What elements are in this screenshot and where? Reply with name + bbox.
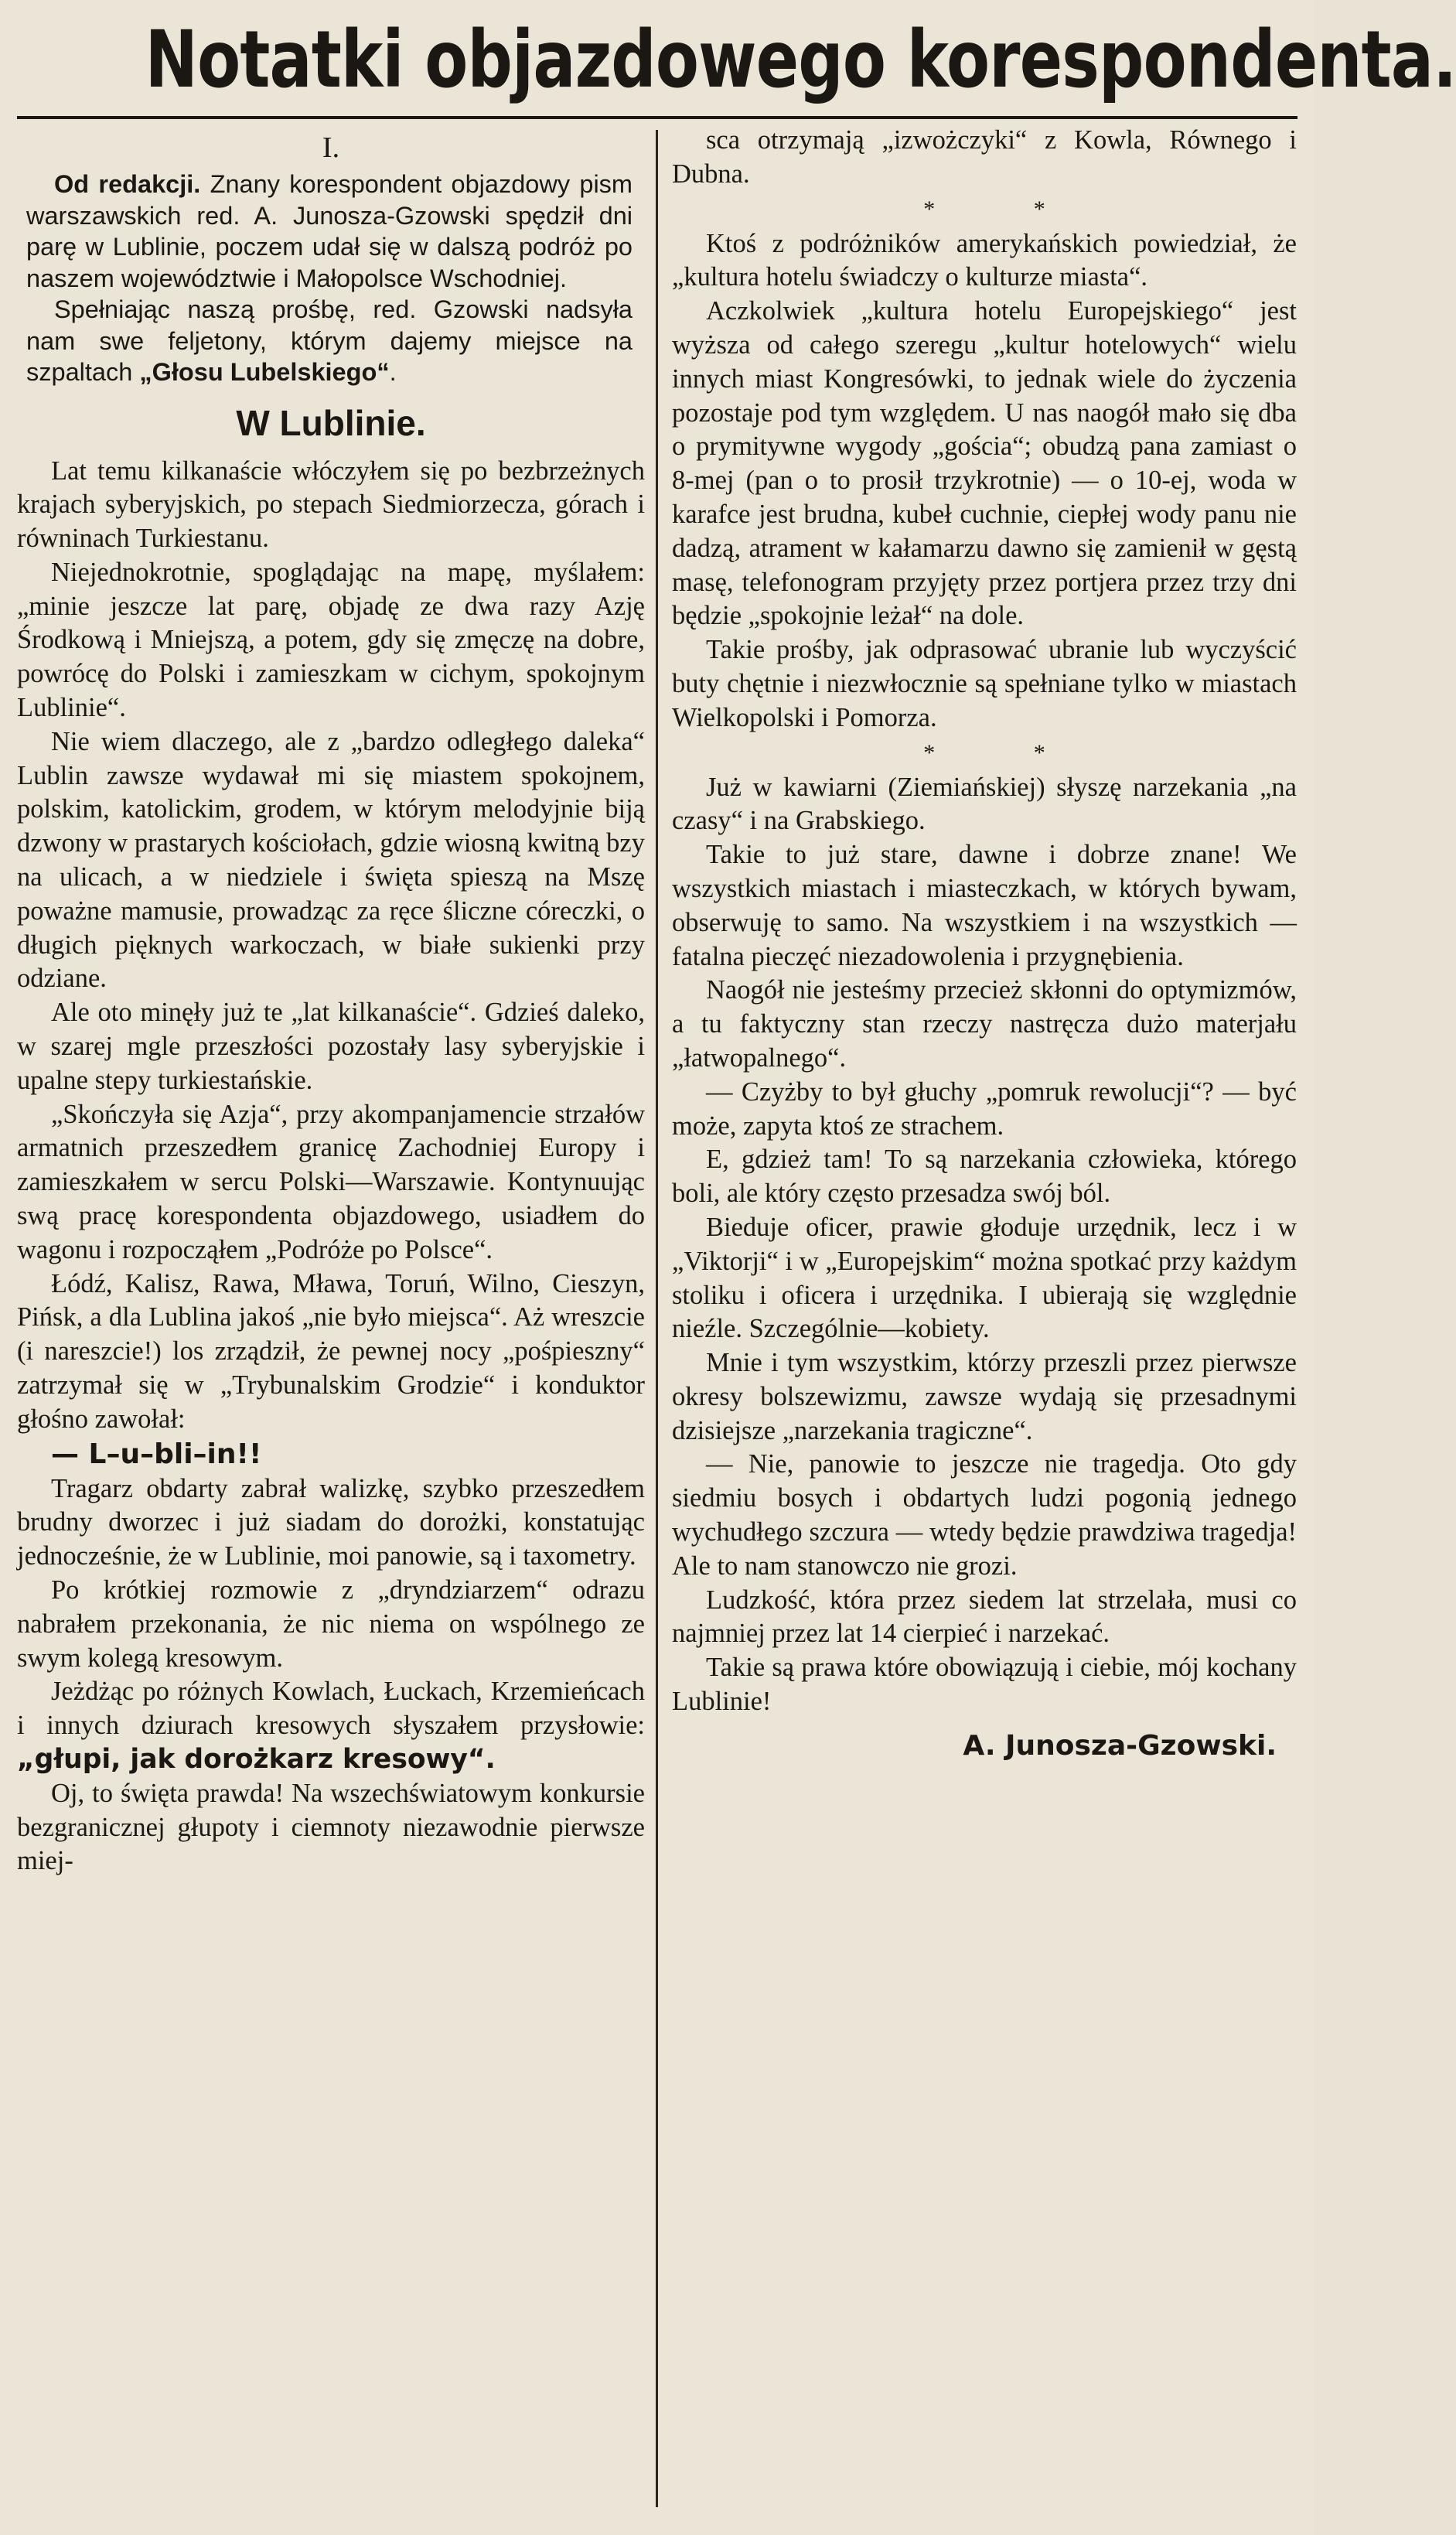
paragraph: Mnie i tym wszystkim, którzy przeszli przez pierwsze okresy bolszewizmu, zawsze wydają się przesadnymi dzisiejsze „narzekania tragiczne“. <box>672 1348 1297 1445</box>
paragraph: Ale oto minęły już te „lat kilkanaście“. Gdzieś daleko, w szarej mgle przeszłości pozostały lasy syberyjskie i upalne stepy turkiestańskie. <box>17 998 645 1095</box>
headline-rule <box>17 116 1297 119</box>
paragraph <box>17 1675 645 1776</box>
paragraph-text: Jeżdżąc po różnych Kowlach, Łuckach, Krzemieńcach i innych dziurach kresowych słyszałem przysłowie: <box>17 1677 645 1741</box>
paragraph: — Czyżby to był głuchy „pomruk rewolucji“? — być może, zapyta ktoś ze strachem. <box>672 1076 1297 1141</box>
article-number: I. <box>322 131 340 164</box>
paragraph: Łódź, Kalisz, Rawa, Mława, Toruń, Wilno, Cieszyn, Pińsk, a dla Lublina jakoś „nie było miejsca“. Aż wreszcie (i nareszcie!) los zrządził, że pewnej nocy „pośpieszny“ zatrzymał się w „Trybunalskim Grodzie“ i konduktor głośno zawołał: <box>17 1268 645 1434</box>
paragraph: Bieduje oficer, prawie głoduje urzędnik, lecz i w „Viktorji“ i w „Europejskim“ można spotkać przy każdym stoliku i oficera i urzędnika. I ubierają się względnie nieźle. Szczególnie—kobiety. <box>672 1212 1297 1344</box>
editorial-note-paragraph <box>26 294 633 388</box>
editorial-label: Od redakcji. <box>54 170 201 198</box>
paragraph: Tragarz obdarty zabrał walizkę, szybko przeszedłem brudny dworzec i już siadam do dorożki, konstatując jednocześnie, że w Lublinie, moi panowie, są i taxometry. <box>17 1473 645 1571</box>
paragraph: sca otrzymają „izwożczyki“ z Kowla, Równego i Dubna. <box>672 125 1297 189</box>
paragraph: Lat temu kilkanaście włóczyłem się po bezbrzeżnych krajach syberyjskich, po stepach Siedmiorzecza, górach i równinach Turkiestanu. <box>17 455 645 554</box>
paragraph: Naogół nie jesteśmy przecież skłonni do optymizmów, a tu faktyczny stan rzeczy nastręcza dużo materjału „łatwopalnego“. <box>672 975 1297 1073</box>
paragraph: Ktoś z podróżników amerykańskich powiedział, że „kultura hotelu świadczy o kulturze miasta“. <box>672 228 1297 292</box>
editorial-note-paragraph <box>26 169 633 294</box>
article-columns <box>17 124 1297 2513</box>
editorial-note <box>17 169 645 388</box>
section-separator: * * <box>923 196 1092 222</box>
author-signature: A. Junosza-Gzowski. <box>963 1729 1277 1762</box>
paragraph: Takie to już stare, dawne i dobrze znane! We wszystkich miastach i miasteczkach, w których bywam, obserwuję to samo. Na wszystkiem i na wszystkich — fatalna pieczęć niezadowolenia i przygnębienia. <box>672 840 1297 971</box>
editorial-note-text: Znany korespondent objazdowy pism warszawskich red. A. Junosza-Gzowski spędził dni parę w Lublinie, poczem udał się w dalszą podróż po naszem województwie i Małopolsce Wschodniej. <box>26 170 633 292</box>
paragraph: Aczkolwiek „kultura hotelu Europejskiego“ jest wyższa od całego szeregu „kultur hotelowych“ wielu innych miast Kongresówki, to jednak wiele do życzenia pozostaje pod tym względem. U nas naogół mało się dba o prymitywne wygody „gościa“; obudzą pana zamiast o 8-mej (pan o to prosił trzykrotnie) — o 10-ej, woda w karafce jest brudna, kubeł cuchnie, ciepłej wody panu nie dadzą, atrament w kałamarzu dawno się zamienił w gęstą masę, telefonogram przyjęty przez portjera przez trzy dni będzie „spokojnie leżał“ na dole. <box>672 296 1297 631</box>
paragraph: Takie prośby, jak odprasować ubranie lub wyczyścić buty chętnie i niezwłocznie są spełniane tylko w miastach Wielkopolski i Pomorza. <box>672 635 1297 732</box>
paragraph: „Skończyła się Azja“, przy akompanjamencie strzałów armatnich przeszedłem granicę Zachodniej Europy i zamieszkałem w sercu Polski—Warszawie. Kontynuując swą pracę korespondenta objazdowego, usiadłem do wagonu i rozpocząłem „Podróże po Polsce“. <box>17 1099 645 1264</box>
paragraph: — Nie, panowie to jeszcze nie tragedja. Oto gdy siedmiu bosych i obdartych ludzi pogonią jednego wychudłego szczura — wtedy będzie prawdziwa tragedja! Ale to nam stanowczo nie grozi. <box>672 1449 1297 1581</box>
editorial-note-text: . <box>389 358 397 386</box>
paragraph: Oj, to święta prawda! Na wszechświatowym konkursie bezgranicznej głupoty i ciemnoty niezawodnie pierwsze miej- <box>17 1778 645 1876</box>
editorial-note-text: Spełniając naszą prośbę, red. Gzowski nadsyła nam swe feljetony, którym dajemy miejsce na szpaltach <box>26 295 633 386</box>
paragraph: Nie wiem dlaczego, ale z „bardzo odległego daleka“ Lublin zawsze wydawał mi się miastem spokojnem, polskim, katolickim, grodem, w którym melodyjnie biją dzwony w prastarych kościołach, gdzie wiosną kwitną bzy na ulicach, a w niedziele i święta spieszą na Mszę poważne mamusie, prowadząc za ręce śliczne córeczki, o długich pięknych warkoczach, w białe sukienki przy odziane. <box>17 726 645 994</box>
left-column <box>17 124 656 2513</box>
paragraph: Niejednokrotnie, spoglądając na mapę, myślałem: „minie jeszcze lat parę, objadę ze dwa razy Azję Środkową i Mniejszą, a potem, gdy się zmęczę na dobre, powrócę do Polski i zamieszkam w cichym, spokojnym Lublinie“. <box>17 557 645 723</box>
newspaper-name: „Głosu Lubelskiego“ <box>139 358 390 386</box>
paragraph: Po krótkiej rozmowie z „dryndziarzem“ odrazu nabrałem przekonania, że nic niema on wspólnego ze swym kolegą kresowym. <box>17 1575 645 1673</box>
section-separator: * * <box>923 739 1092 766</box>
page-title: Notatki objazdowego korespondenta. <box>145 14 1456 106</box>
section-heading: W Lublinie. <box>236 402 426 443</box>
proverb: „głupi, jak dorożkarz kresowy“. <box>17 1743 496 1775</box>
paragraph: E, gdzież tam! To są narzekania człowieka, którego boli, ale który często przesadza swój ból. <box>672 1145 1297 1209</box>
paragraph: Takie są prawa które obowiązują i ciebie, mój kochany Lublinie! <box>672 1653 1297 1717</box>
right-column <box>658 124 1297 2513</box>
paragraph: Ludzkość, która przez siedem lat strzelała, musi co najmniej przez lat 14 cierpieć i narzekać. <box>672 1585 1297 1649</box>
conductor-call: — L–u–bli–in!! <box>51 1438 262 1470</box>
paragraph: Już w kawiarni (Ziemiańskiej) słyszę narzekania „na czasy“ i na Grabskiego. <box>672 772 1297 836</box>
